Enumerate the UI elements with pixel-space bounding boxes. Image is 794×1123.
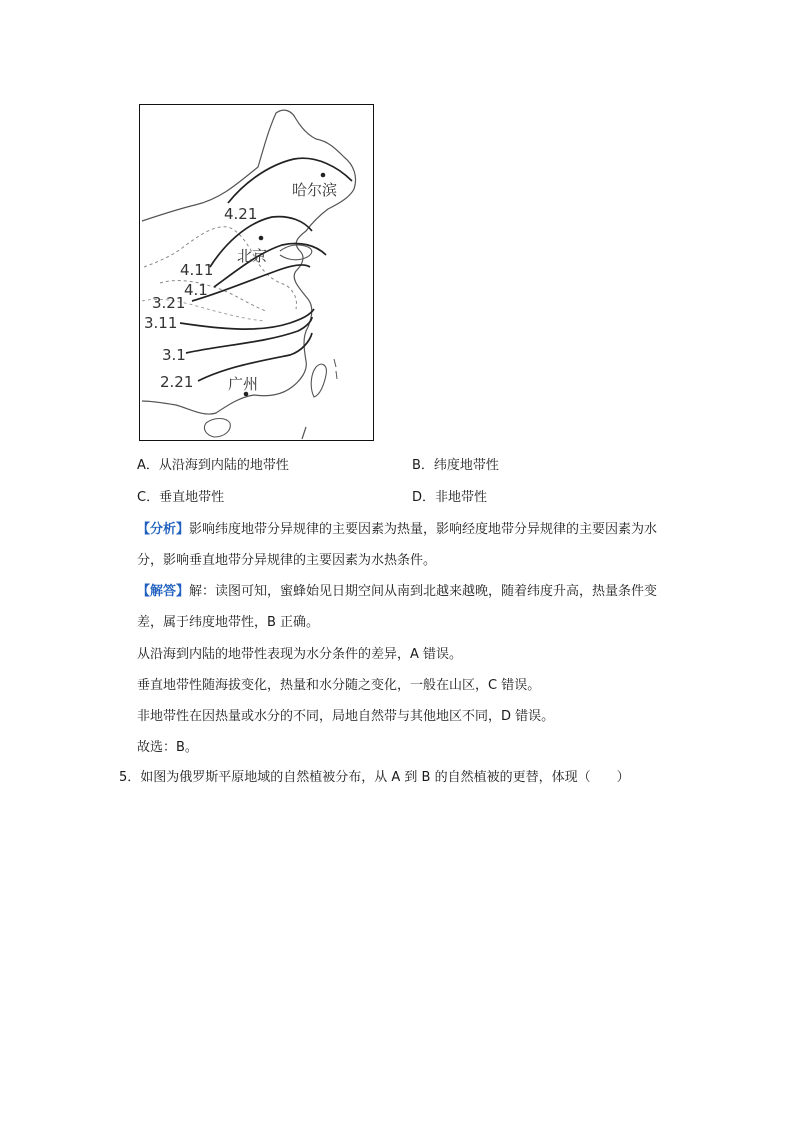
analysis-tag: 【分析】 <box>137 522 190 537</box>
analysis-text: 影响纬度地带分异规律的主要因素为热量，影响经度地带分异规律的主要因素为水分，影响垂直地带分异规律的主要因素为水热条件。 <box>137 522 658 568</box>
option-a: A．从沿海到内陆的地带性 <box>137 458 289 473</box>
isoline-label-4.1: 4.1 <box>184 281 208 299</box>
question-5: 5．如图为俄罗斯平原地域的自然植被分布，从 A 到 B 的自然植被的更替，体现（ ） <box>119 770 630 785</box>
isoline-label-2.21: 2.21 <box>160 373 194 391</box>
answer-line: 从沿海到内陆的地带性表现为水分条件的差异，A 错误。 <box>137 647 463 662</box>
island-mark <box>334 359 337 379</box>
answer-line: 故选：B。 <box>137 740 198 755</box>
beijing-label: 北京 <box>237 247 268 265</box>
guangzhou-label: 广州 <box>228 375 259 393</box>
answer-tag: 【解答】 <box>137 584 190 599</box>
beijing-dot <box>259 236 264 241</box>
taiwan-outline <box>311 364 326 397</box>
isoline-label-4.21: 4.21 <box>224 205 258 223</box>
south-sea-mark <box>302 427 306 439</box>
isoline-label-4.11: 4.11 <box>180 261 214 279</box>
harbin-label: 哈尔滨 <box>292 181 338 199</box>
option-b: B．纬度地带性 <box>412 458 499 473</box>
answer-text: 解：读图可知，蜜蜂始见日期空间从南到北越来越晚，随着纬度升高，热量条件变差，属于纬度地带性，B 正确。 <box>137 584 658 630</box>
answer-paragraph <box>137 576 682 638</box>
answer-line: 非地带性在因热量或水分的不同，局地自然带与其他地区不同，D 错误。 <box>137 709 555 724</box>
isoline-4.1 <box>214 243 326 287</box>
option-c: C．垂直地带性 <box>137 490 225 505</box>
isoline-label-3.21: 3.21 <box>152 294 186 312</box>
harbin-dot <box>321 173 326 178</box>
map-drawing <box>140 105 375 442</box>
answer-line: 垂直地带性随海拔变化，热量和水分随之变化，一般在山区，C 错误。 <box>137 678 541 693</box>
isoline-map-figure <box>139 104 374 441</box>
peninsula-outline <box>280 245 312 260</box>
isoline-label-3.1: 3.1 <box>162 346 186 364</box>
isoline-3.11 <box>180 309 314 329</box>
hainan-outline <box>204 419 230 438</box>
analysis-paragraph <box>137 514 682 576</box>
isoline-label-3.11: 3.11 <box>144 314 178 332</box>
isoline-2.21 <box>198 333 312 381</box>
option-d: D．非地带性 <box>412 490 488 505</box>
